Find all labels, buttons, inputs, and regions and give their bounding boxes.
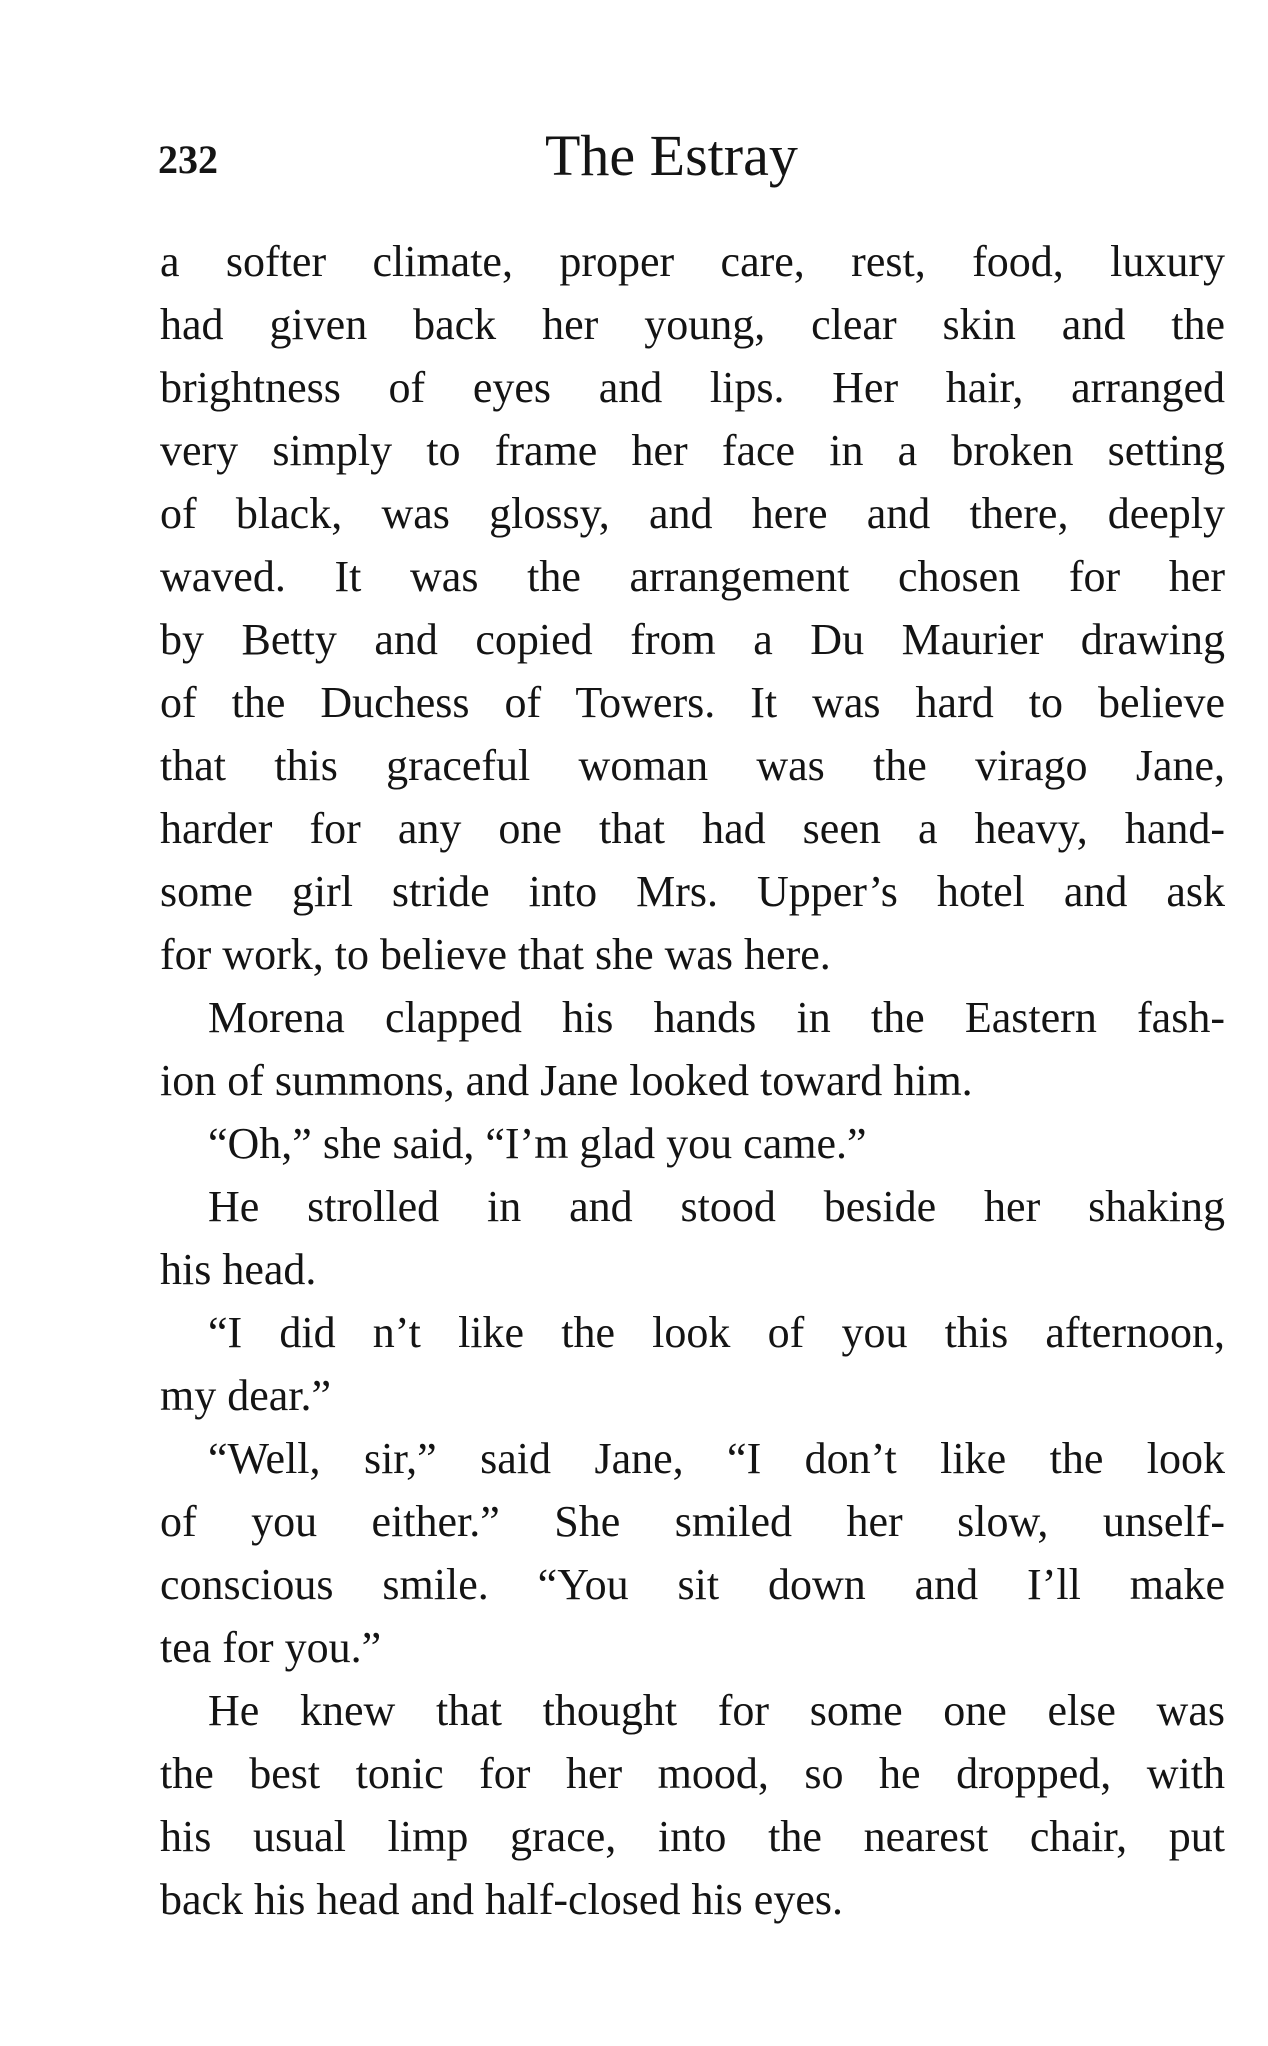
text-line: waved. It was the arrangement chosen for her	[160, 552, 1225, 601]
paragraph	[160, 986, 1225, 1112]
text-line: “I did n’t like the look of you this afternoon,	[208, 1308, 1225, 1357]
text-line: back his head and half-closed his eyes.	[160, 1875, 843, 1924]
text-line: that this graceful woman was the virago Jane,	[160, 741, 1225, 790]
text-line: by Betty and copied from a Du Maurier drawing	[160, 615, 1225, 664]
running-head	[158, 124, 1218, 204]
paragraph	[160, 1301, 1225, 1427]
paragraph	[160, 1427, 1225, 1679]
body-text	[160, 230, 1225, 1931]
text-line: tea for you.”	[160, 1623, 382, 1672]
text-line: his head.	[160, 1245, 317, 1294]
paragraph	[160, 1679, 1225, 1931]
text-line: of black, was glossy, and here and there, deeply	[160, 489, 1225, 538]
text-line: his usual limp grace, into the nearest chair, put	[160, 1812, 1225, 1861]
text-line: conscious smile. “You sit down and I’ll make	[160, 1560, 1225, 1609]
text-line: of you either.” She smiled her slow, unself-	[160, 1497, 1225, 1546]
text-line: very simply to frame her face in a broken setting	[160, 426, 1225, 475]
text-line: “Well, sir,” said Jane, “I don’t like the look	[208, 1434, 1225, 1483]
paragraph	[160, 230, 1225, 986]
text-line: for work, to believe that she was here.	[160, 930, 831, 979]
text-line: had given back her young, clear skin and the	[160, 300, 1225, 349]
text-line: the best tonic for her mood, so he dropped, with	[160, 1749, 1225, 1798]
text-line: a softer climate, proper care, rest, food, luxury	[160, 237, 1225, 286]
text-line: of the Duchess of Towers. It was hard to believe	[160, 678, 1225, 727]
text-line: some girl stride into Mrs. Upper’s hotel and ask	[160, 867, 1225, 916]
text-line: He strolled in and stood beside her shaking	[208, 1182, 1225, 1231]
text-line: harder for any one that had seen a heavy, hand-	[160, 804, 1225, 853]
running-title: The Estray	[545, 123, 798, 188]
paragraph	[160, 1112, 1225, 1175]
text-line: Morena clapped his hands in the Eastern fash-	[208, 993, 1225, 1042]
text-line: “Oh,” she said, “I’m glad you came.”	[208, 1119, 867, 1168]
text-line: ion of summons, and Jane looked toward him.	[160, 1056, 973, 1105]
text-line: my dear.”	[160, 1371, 332, 1420]
paragraph	[160, 1175, 1225, 1301]
text-line: brightness of eyes and lips. Her hair, arranged	[160, 363, 1225, 412]
text-line: He knew that thought for some one else was	[208, 1686, 1225, 1735]
page-number: 232	[158, 137, 218, 182]
